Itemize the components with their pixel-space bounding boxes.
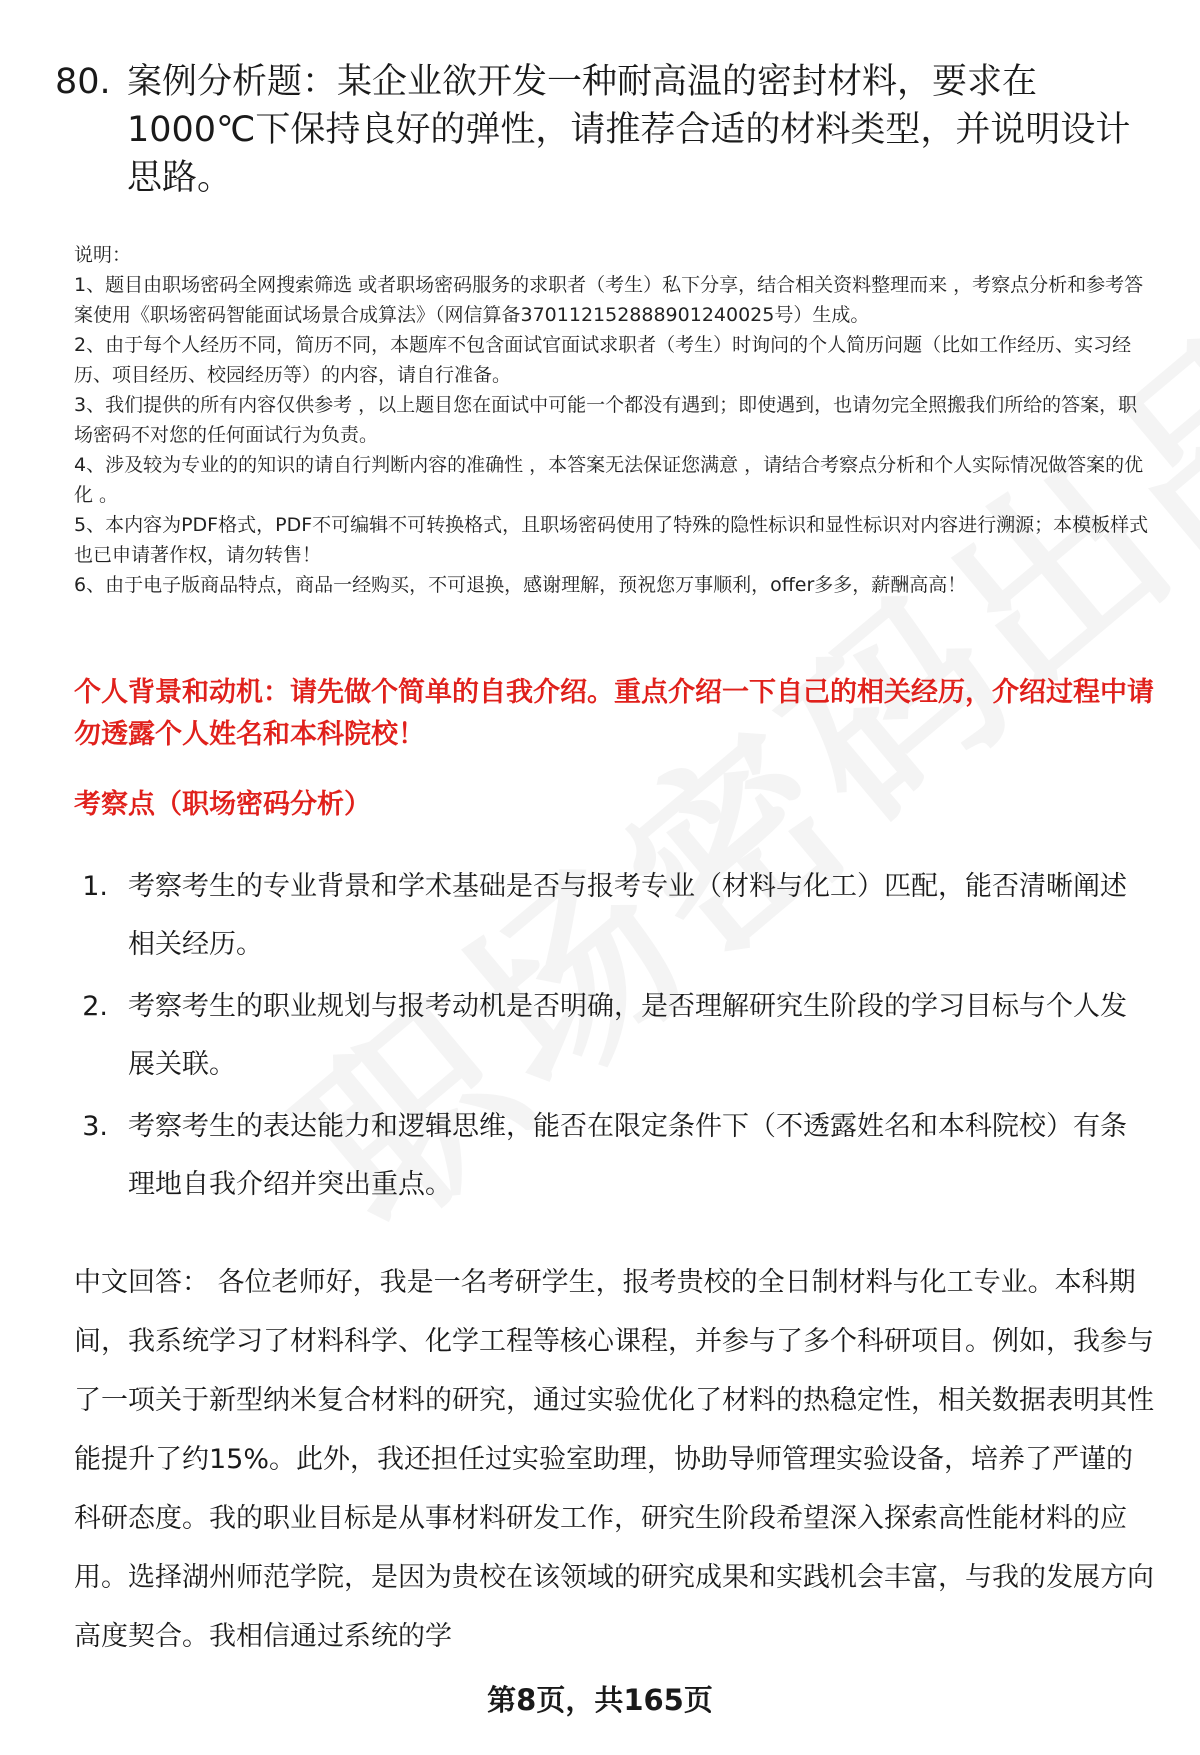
- note-item: 3、我们提供的所有内容仅供参考 ，以上题目您在面试中可能一个都没有遇到；即使遇到，也请勿完全照搬我们所给的答案，职场密码不对您的任何面试行为负责。: [74, 394, 1138, 446]
- note-item: 5、本内容为PDF格式，PDF不可编辑不可转换格式，且职场密码使用了特殊的隐性标识和显性标识对内容进行溯源；本模板样式也已申请著作权，请勿转售！: [74, 514, 1149, 566]
- note-item: 6、由于电子版商品特点，商品一经购买，不可退换，感谢理解，预祝您万事顺利，offer多多，薪酬高高！: [74, 574, 967, 596]
- point-item: [74, 1098, 1154, 1214]
- points-list: [74, 858, 1154, 1218]
- question-number: 80.: [55, 62, 111, 102]
- point-number: 3.: [82, 1111, 108, 1142]
- note-item: 4、涉及较为专业的的知识的请自行判断内容的准确性 ，本答案无法保证您满意 ，请结合考察点分析和个人实际情况做答案的优化 。: [74, 454, 1144, 506]
- point-text: 考察考生的表达能力和逻辑思维，能否在限定条件下（不透露姓名和本科院校）有条理地自我介绍并突出重点。: [128, 1111, 1127, 1200]
- point-item: [74, 978, 1154, 1094]
- point-item: [74, 858, 1154, 974]
- points-heading: 考察点（职场密码分析）: [74, 789, 371, 820]
- point-text: 考察考生的专业背景和学术基础是否与报考专业（材料与化工）匹配，能否清晰阐述相关经历。: [128, 871, 1127, 960]
- answer-text: 中文回答： 各位老师好，我是一名考研学生，报考贵校的全日制材料与化工专业。本科期间，我系统学习了材料科学、化学工程等核心课程，并参与了多个科研项目。例如，我参与了一项关于新型纳米复合材料的研究，通过实验优化了材料的热稳定性，相关数据表明其性能提升了约15%。此外，我还担任过实验室助理，协助导师管理实验设备，培养了严谨的科研态度。我的职业目标是从事材料研发工作，研究生阶段希望深入探索高性能材料的应用。选择湖州师范学院，是因为贵校在该领域的研究成果和实践机会丰富，与我的发展方向高度契合。我相信通过系统的学: [74, 1267, 1154, 1652]
- point-number: 1.: [82, 871, 108, 902]
- point-number: 2.: [82, 991, 108, 1022]
- question-text: 案例分析题：某企业欲开发一种耐高温的密封材料，要求在1000℃下保持良好的弹性，请推荐合适的材料类型，并说明设计思路。: [127, 62, 1131, 198]
- background-heading: 个人背景和动机：请先做个简单的自我介绍。重点介绍一下自己的相关经历，介绍过程中请勿透露个人姓名和本科院校！: [74, 677, 1154, 750]
- point-text: 考察考生的职业规划与报考动机是否明确，是否理解研究生阶段的学习目标与个人发展关联。: [128, 991, 1127, 1080]
- question: [55, 58, 1155, 202]
- notes-section: [74, 240, 1154, 600]
- note-item: 2、由于每个人经历不同，简历不同，本题库不包含面试官面试求职者（考生）时询问的个人简历问题（比如工作经历、实习经历、项目经历、校园经历等）的内容，请自行准备。: [74, 334, 1132, 386]
- notes-title: 说明：: [74, 244, 132, 266]
- note-item: 1、题目由职场密码全网搜索筛选 或者职场密码服务的求职者（考生）私下分享，结合相关资料整理而来 ，考察点分析和参考答案使用《职场密码智能面试场景合成算法》（网信算备370112152888901240025号）生成。: [74, 274, 1144, 326]
- page-footer: 第8页，共165页: [487, 1683, 713, 1717]
